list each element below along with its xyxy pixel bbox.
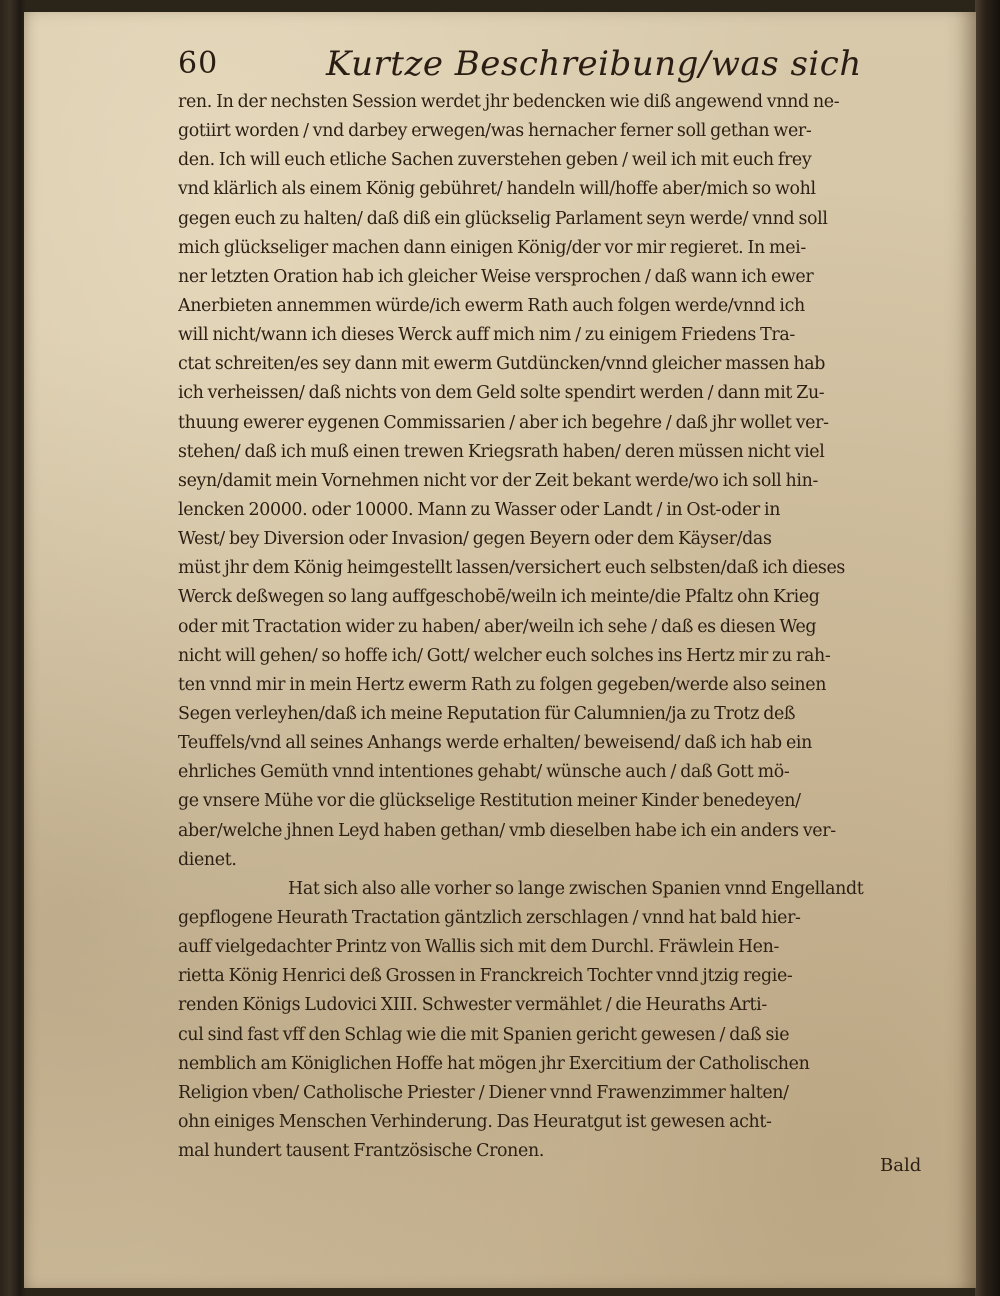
text-line: oder mit Tractation wider zu haben/ aber/weiln ich sehe / daß es diesen Weg [178, 616, 817, 637]
text-line: den. Ich will euch etliche Sachen zuverstehen geben / weil ich mit euch frey [178, 150, 812, 171]
text-line: seyn/damit mein Vornehmen nicht vor der Zeit bekant werde/wo ich soll hin- [178, 470, 818, 491]
text-line: cul sind fast vff den Schlag wie die mit Spanien gericht gewesen / daß sie [178, 1024, 790, 1045]
text-line: Werck deßwegen so lang auffgeschobē/weiln ich meinte/die Pfaltz ohn Krieg [178, 587, 820, 608]
body-text [178, 88, 938, 1166]
text-line: auff vielgedachter Printz von Wallis sich mit dem Durchl. Fräwlein Hen- [178, 937, 779, 958]
book-binding-edge [975, 0, 1000, 1296]
text-line: ctat schreiten/es sey dann mit ewerm Gutdüncken/vnnd gleicher massen hab [178, 354, 826, 375]
text-line: mal hundert tausent Frantzösische Cronen. [178, 1141, 544, 1162]
text-line: nicht will gehen/ so hoffe ich/ Gott/ welcher euch solches ins Hertz mir zu rah- [178, 645, 831, 666]
text-line: will nicht/wann ich dieses Werck auff mich nim / zu einigem Friedens Tra- [178, 325, 795, 346]
text-line: lencken 20000. oder 10000. Mann zu Wasser oder Landt / in Ost-oder in [178, 499, 781, 520]
text-line: Religion vben/ Catholische Priester / Diener vnnd Frawenzimmer halten/ [178, 1082, 789, 1103]
text-line: West/ bey Diversion oder Invasion/ gegen Beyern oder dem Käyser/das [178, 529, 772, 550]
text-line: ich verheissen/ daß nichts von dem Geld solte spendirt werden / dann mit Zu- [178, 383, 825, 404]
text-line: renden Königs Ludovici XIII. Schwester vermählet / die Heuraths Arti- [178, 995, 767, 1016]
text-line: aber/welche jhnen Leyd haben gethan/ vmb dieselben habe ich ein anders ver- [178, 820, 836, 841]
text-line: gegen euch zu halten/ daß diß ein glückselig Parlament seyn werde/ vnnd soll [178, 208, 828, 229]
text-line: rietta König Henrici deß Grossen in Franckreich Tochter vnnd jtzig regie- [178, 966, 793, 987]
text-line: ten vnnd mir in mein Hertz ewerm Rath zu folgen gegeben/werde also seinen [178, 674, 827, 695]
text-line: Segen verleyhen/daß ich meine Reputation für Calumnien/ja zu Trotz deß [178, 703, 796, 724]
text-line: dienet. [178, 849, 237, 870]
page-number: 60 [178, 46, 219, 81]
text-line: müst jhr dem König heimgestellt lassen/versichert euch selbsten/daß ich dieses [178, 558, 845, 579]
text-line: ge vnsere Mühe vor die glückselige Restitution meiner Kinder benedeyen/ [178, 791, 801, 812]
text-line: ren. In der nechsten Session werdet jhr bedencken wie diß angewend vnnd ne- [178, 92, 840, 112]
running-title: Kurtze Beschreibung/was sich [326, 44, 862, 84]
text-line: ner letzten Oration hab ich gleicher Weise versprochen / daß wann ich ewer [178, 266, 814, 287]
catchword: Bald [880, 1155, 922, 1176]
text-line: ohn einiges Menschen Verhinderung. Das Heuratgut ist gewesen acht- [178, 1111, 772, 1132]
text-line: ehrliches Gemüth vnnd intentiones gehabt/ wünsche auch / daß Gott mö- [178, 762, 790, 783]
text-line: vnd klärlich als einem König gebühret/ handeln will/hoffe aber/mich so wohl [178, 179, 816, 200]
text-line: gepflogene Heurath Tractation gäntzlich zerschlagen / vnnd hat bald hier- [178, 907, 801, 928]
text-line: Teuffels/vnd all seines Anhangs werde erhalten/ beweisend/ daß ich hab ein [178, 733, 812, 754]
text-line: stehen/ daß ich muß einen trewen Kriegsrath haben/ deren müssen nicht viel [178, 441, 825, 462]
text-line: thuung ewerer eygenen Commissarien / aber ich begehre / daß jhr wollet ver- [178, 412, 829, 433]
text-line: gotiirt worden / vnd darbey erwegen/was hernacher ferner soll gethan wer- [178, 121, 812, 142]
text-line: Anerbieten annemmen würde/ich ewerm Rath auch folgen werde/vnnd ich [178, 295, 805, 316]
text-line: nemblich am Königlichen Hoffe hat mögen jhr Exercitium der Catholischen [178, 1053, 810, 1074]
paragraph-first-line: Hat sich also alle vorher so lange zwischen Spanien vnnd Engellandt [288, 878, 864, 899]
text-line: mich glückseliger machen dann einigen König/der vor mir regieret. In mei- [178, 237, 806, 258]
